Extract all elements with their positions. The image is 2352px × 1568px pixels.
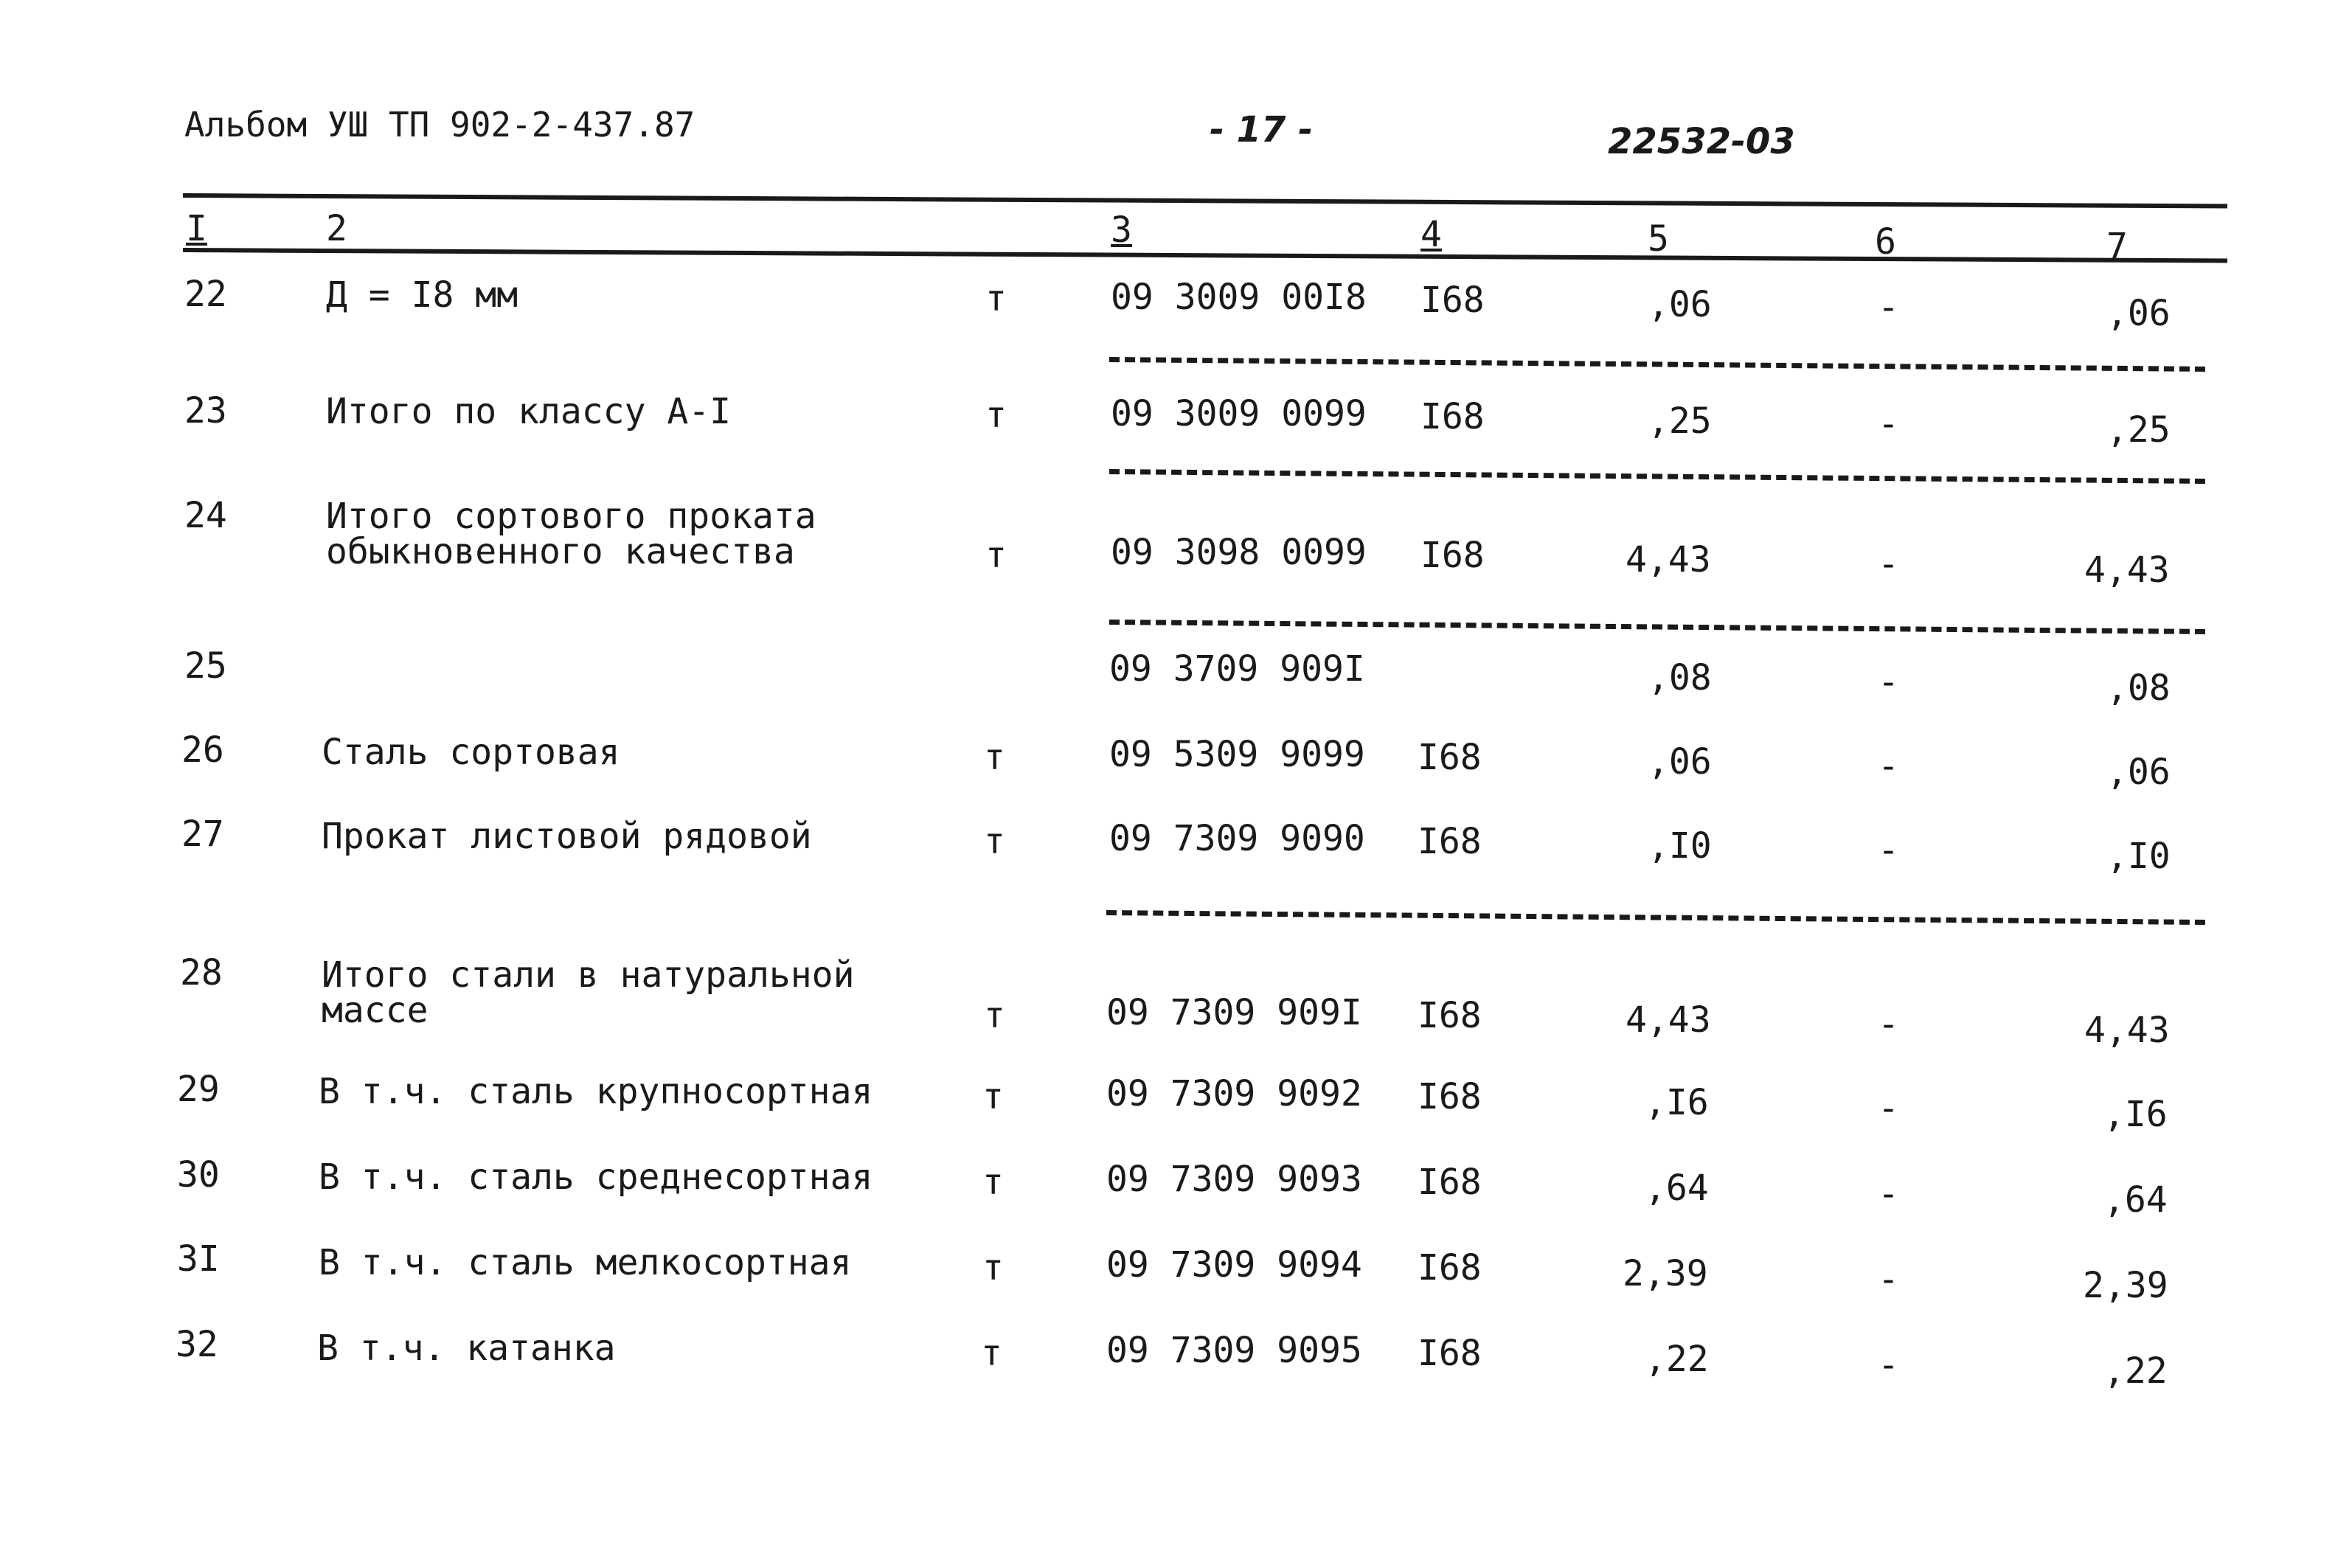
row-col6: -: [1878, 662, 1899, 703]
row-col7: 4,43: [2084, 1010, 2170, 1051]
row-col6: -: [1878, 1088, 1899, 1129]
row-col5: ,64: [1645, 1168, 1709, 1209]
row-col6: -: [1878, 746, 1899, 787]
row-name-line: массе: [322, 990, 429, 1031]
row-number: 28: [180, 952, 223, 993]
row-name-line: В т.ч. катанка: [317, 1328, 616, 1369]
row-col7: 2,39: [2083, 1265, 2168, 1306]
row-number: 26: [181, 729, 224, 771]
row-number: 22: [184, 274, 227, 315]
row-col4: I68: [1418, 821, 1482, 862]
row-unit: т: [981, 1333, 1002, 1374]
row-col6: -: [1878, 1259, 1899, 1300]
row-col4: I68: [1418, 1076, 1482, 1117]
row-name-line: обыкновенного качества: [326, 531, 795, 572]
row-col5: ,06: [1648, 741, 1712, 783]
row-code: 09 7309 909I: [1106, 992, 1362, 1033]
row-number: 32: [176, 1324, 218, 1365]
row-col7: 4,43: [2084, 549, 2170, 591]
row-col4: I68: [1418, 1247, 1482, 1288]
row-code: 09 3098 0099: [1111, 532, 1367, 573]
column-header-6: 6: [1875, 221, 1896, 263]
album-title: Альбом УШ ТП 902-2-437.87: [184, 105, 695, 145]
row-code: 09 3009 00I8: [1111, 277, 1367, 318]
column-header-2: 2: [326, 208, 347, 249]
row-number: 29: [177, 1069, 220, 1110]
row-unit: т: [982, 1162, 1004, 1203]
row-col7: ,25: [2106, 409, 2171, 451]
row-col4: I68: [1418, 1162, 1482, 1203]
row-col6: -: [1878, 403, 1899, 445]
row-col5: 4,43: [1626, 999, 1711, 1041]
row-col5: ,06: [1648, 284, 1712, 325]
dashed-separator: [1109, 620, 2205, 634]
row-name-line: Сталь сортовая: [322, 732, 620, 773]
column-header-5: 5: [1648, 218, 1669, 260]
column-header-1: I: [186, 208, 207, 249]
page-number: - 17 -: [1210, 109, 1314, 150]
row-name-line: В т.ч. сталь мелкосортная: [319, 1242, 852, 1283]
row-col7: ,64: [2103, 1179, 2168, 1221]
row-col4: I68: [1418, 1333, 1482, 1374]
row-unit: т: [984, 821, 1005, 862]
row-number: 24: [184, 495, 227, 536]
row-col4: I68: [1418, 737, 1482, 778]
row-code: 09 3009 0099: [1111, 393, 1367, 434]
row-col4: I68: [1420, 535, 1485, 576]
column-header-3: 3: [1111, 209, 1132, 251]
row-col5: ,25: [1648, 400, 1712, 442]
row-name-line: Итого по классу А-I: [326, 391, 732, 432]
row-number: 25: [184, 645, 227, 687]
row-code: 09 3709 909I: [1109, 648, 1365, 690]
row-number: 3I: [177, 1238, 220, 1280]
column-header-rule: [183, 248, 2227, 263]
row-col5: 4,43: [1626, 539, 1711, 580]
row-col7: ,06: [2106, 293, 2171, 334]
column-header-7: 7: [2106, 226, 2128, 267]
row-name-line: Прокат листовой рядовой: [322, 816, 812, 857]
column-header-4: 4: [1420, 214, 1442, 255]
row-code: 09 7309 9092: [1106, 1073, 1362, 1114]
row-unit: т: [984, 737, 1005, 778]
row-col7: ,I0: [2106, 836, 2171, 877]
row-col5: ,I6: [1645, 1082, 1709, 1123]
row-number: 30: [177, 1154, 220, 1196]
row-unit: т: [982, 1076, 1004, 1117]
row-col6: -: [1878, 1345, 1899, 1386]
row-name-line: Итого сортового проката: [326, 496, 816, 537]
row-code: 09 5309 9099: [1109, 734, 1365, 775]
row-number: 27: [181, 814, 224, 855]
document-code: 22532-03: [1608, 121, 1795, 162]
row-number: 23: [184, 390, 227, 431]
row-name-line: Д = I8 мм: [326, 274, 518, 316]
dashed-separator: [1106, 910, 2205, 925]
dashed-separator: [1109, 357, 2205, 372]
row-code: 09 7309 9094: [1106, 1244, 1362, 1286]
row-col7: ,I6: [2103, 1094, 2168, 1135]
row-name-line: Итого стали в натуральной: [322, 954, 855, 996]
row-unit: т: [985, 535, 1007, 576]
row-code: 09 7309 9093: [1106, 1159, 1362, 1200]
row-name-line: В т.ч. сталь среднесортная: [319, 1156, 873, 1198]
row-col5: ,22: [1645, 1339, 1709, 1380]
row-code: 09 7309 9095: [1106, 1330, 1362, 1371]
row-col5: ,08: [1648, 657, 1712, 698]
row-unit: т: [984, 995, 1005, 1036]
table-top-rule: [183, 193, 2227, 209]
row-col7: ,22: [2103, 1350, 2168, 1392]
row-col6: -: [1878, 287, 1899, 328]
row-unit: т: [985, 278, 1007, 319]
row-unit: т: [985, 395, 1007, 436]
row-col4: I68: [1420, 396, 1485, 437]
row-col6: -: [1878, 1004, 1899, 1045]
row-col5: ,I0: [1648, 825, 1712, 867]
row-col6: -: [1878, 544, 1899, 585]
dashed-separator: [1109, 469, 2205, 484]
row-unit: т: [982, 1247, 1004, 1288]
row-name-line: В т.ч. сталь крупносортная: [319, 1071, 873, 1112]
row-col7: ,06: [2106, 752, 2171, 793]
row-col7: ,08: [2106, 667, 2171, 709]
row-col4: I68: [1420, 280, 1485, 321]
row-col6: -: [1878, 1173, 1899, 1215]
row-col6: -: [1878, 830, 1899, 871]
row-col5: 2,39: [1623, 1253, 1708, 1294]
row-code: 09 7309 9090: [1109, 818, 1365, 859]
row-col4: I68: [1418, 995, 1482, 1036]
